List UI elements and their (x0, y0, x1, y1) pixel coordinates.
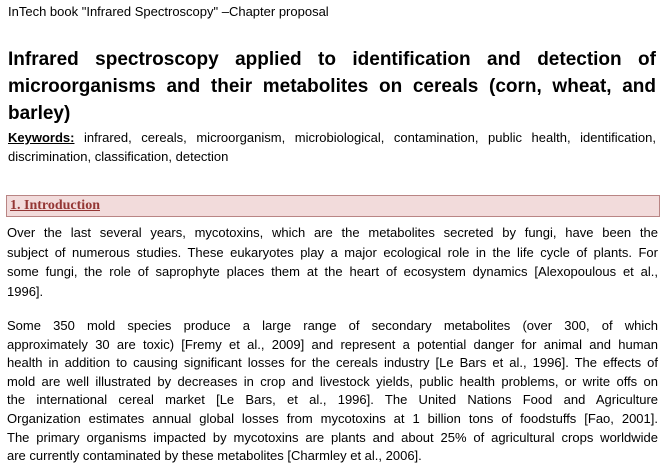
title-line: microorganisms and their metabolites on cereals (corn, wheat, and (8, 76, 656, 97)
keywords-list: infrared, cereals, microorganism, microbiological, contamination, public health, identification, (84, 130, 656, 145)
paragraph-line: approximately 30 are toxic) [Fremy et al., 2009] and represent a potential danger for animal and human (7, 336, 658, 352)
paragraph-line: Organization estimates annual global losses from mycotoxins at 1 billion tons of foodstuffs [Fao, 2001]. (7, 410, 658, 426)
paragraph-line: mold are well illustrated by decreases in crop and livestock yields, public health problems, or write offs on (7, 373, 658, 389)
keywords-line: discrimination, classification, detection (8, 149, 229, 164)
keywords-line (8, 128, 656, 147)
paragraph-line: Some 350 mold species produce a large range of secondary metabolites (over 300, of which (7, 318, 658, 333)
paragraph-line: 1996]. (7, 283, 44, 299)
paragraph-line: subject of numerous studies. These eukaryotes play a major ecological role in the life cycle of plants. For (7, 244, 658, 260)
section-heading-box (6, 195, 660, 217)
paragraph-line: health in addition to causing significant losses for the cereals industry [Le Bars et al., 1996]. The effects of (7, 355, 658, 371)
paragraph-line: some fungi, the role of saprophyte places them at the heart of ecosystem dynamics [Alexopoulous et al., (7, 264, 658, 280)
paragraph-line: the international cereal market [Le Bars, et al., 1996]. The United Nations Food and Agriculture (7, 392, 658, 408)
chapter-title (8, 46, 656, 127)
running-header: InTech book "Infrared Spectroscopy" –Chapter proposal (8, 4, 329, 19)
paragraph-line: Over the last several years, mycotoxins, which are the metabolites secreted by fungi, have been the (7, 225, 658, 240)
paragraph (7, 223, 658, 301)
paragraph-line: The primary organisms impacted by mycotoxins are plants and about 25% of agricultural crops worldwide (7, 429, 658, 445)
title-line: barley) (8, 103, 71, 124)
paragraph (7, 317, 658, 466)
section-heading: 1. Introduction (10, 198, 100, 213)
title-line: Infrared spectroscopy applied to identification and detection of (8, 49, 656, 70)
keywords (8, 128, 656, 166)
keywords-label: Keywords: (8, 130, 75, 145)
paragraph-line: are currently contaminated by these metabolites [Charmley et al., 2006]. (7, 448, 422, 464)
